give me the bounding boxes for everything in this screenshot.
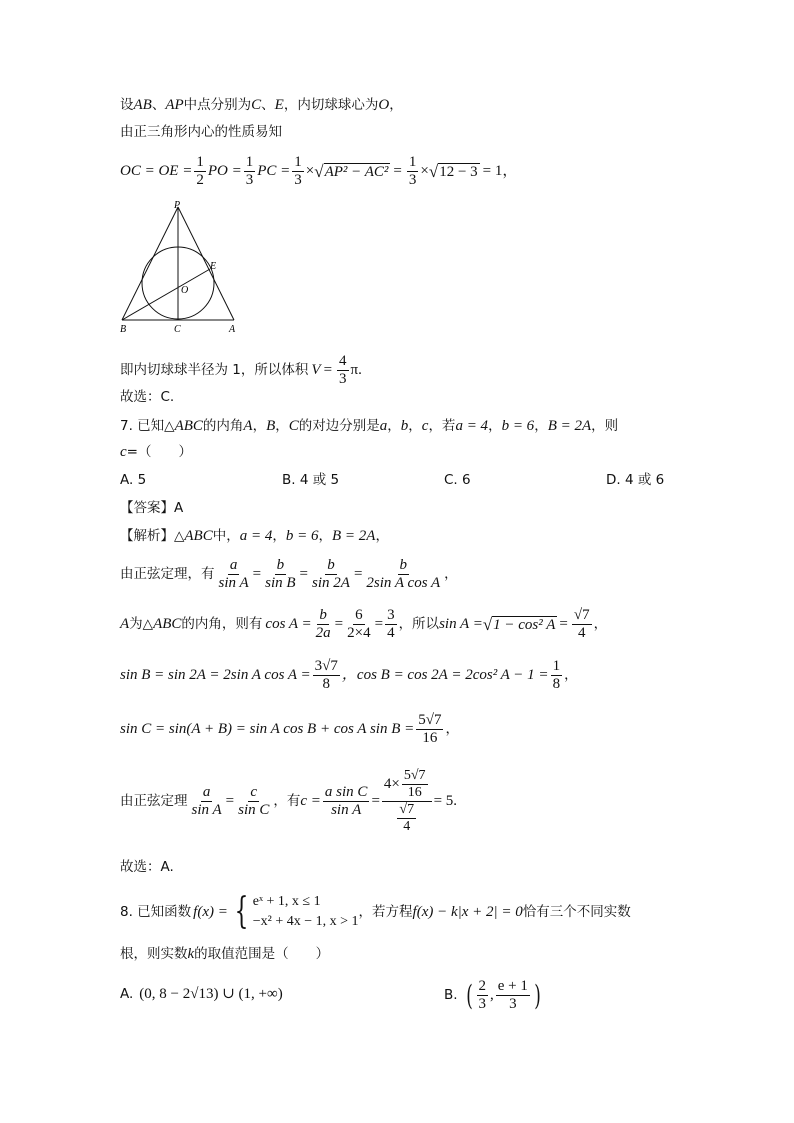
fraction: $\frac{3√7}{8}$ (314, 658, 338, 693)
q7-option-d: D. 4 或 6 (606, 472, 665, 488)
fraction: $\frac{1}{3}$ (245, 154, 254, 189)
sqrt-expression: √ 1 − cos² A (482, 615, 556, 635)
label-C: C (174, 324, 181, 335)
fraction: $\frac{5√7}{16}$ (418, 712, 442, 747)
fraction: $\frac{1}{3}$ (294, 154, 302, 189)
label-P: P (174, 200, 181, 211)
edge-PA (178, 207, 234, 320)
q7-analysis-sin-c: sin C = sin(A + B) = sin A cos B + cos A sin B = $\frac{5√7}{16}$ ， (120, 712, 459, 747)
solution-equation-oc: OC = OE = $\frac{1}{2}$ PO = $\frac{1}{3}$ PC = $\frac{1}{3}$ × √ AP² − AC² = $\frac{1}{3}$ × √ 12 − 3 = 1， (120, 154, 518, 189)
q7-answer-tag: 【答案】A (120, 500, 184, 516)
segment-BE (122, 269, 210, 320)
label-B: B (120, 324, 127, 335)
fraction: $\frac{√7}{4}$ (573, 607, 590, 642)
q7-analysis-sine-law: 由正弦定理，有 $\frac{a}{\text{sin A}}$ = $\frac{b}{\text{sin B}}$ = $\frac{b}{\sin 2A}$ = $\frac{b}{\text{2sin A cos A}}$ ， (120, 557, 458, 592)
solution-volume-line: 即内切球球半径为 1，所以体积 V = $\frac{4}{3}$ π. (120, 353, 362, 388)
q7-option-b: B. 4 或 5 (282, 472, 340, 488)
q7-stem-line-1: 7. 已知△ ABC 的内角 A ， B ， C 的对边分别是 a ， b ， c ，若 a = 4 ， b = 6 ， B = 2A ，则 (120, 417, 619, 434)
label-A: A (229, 324, 236, 335)
fraction: $\frac{a}{\text{sin A}}$ (218, 557, 249, 592)
edge-PB (122, 207, 178, 320)
triangle-incircle-figure (112, 198, 242, 336)
fraction: $\frac{2}{3}$ (478, 978, 486, 1013)
q7-analysis-answer: 故选：A. (120, 859, 174, 875)
fraction: $\frac{1}{3}$ (408, 154, 417, 189)
solution-line-1: 设 AB 、 AP 中点分别为 C 、 E ，内切球球心为 O ， (120, 96, 403, 113)
q7-analysis-cos-a: A 为△ ABC 的内角，则有 cos A = $\frac{b}{2a}$ = $\frac{6}{2\times 4}$ = $\frac{3}{4}$ ，所以 sin A = √ 1 − cos² A = $\frac{√7}{4}$ ， (120, 607, 608, 642)
q8-stem-line-1: 8. 已知函数 f(x) = { eˣ + 1, x ≤ 1 −x² + 4x − 1, x > 1 ，若方程 f(x) − k|x + 2| = 0 恰有三个不同实数 (120, 891, 631, 933)
fraction: $\frac{3}{4}$ (387, 607, 395, 642)
q7-option-c: C. 6 (444, 472, 471, 488)
fraction: $\frac{1}{2}$ (196, 154, 204, 189)
fraction: $\frac{c}{\text{sin C}}$ (238, 783, 270, 819)
fraction: $\frac{b}{2a}$ (315, 607, 331, 642)
compound-fraction: 4× $\frac{5√7}{16}$ $\frac{√7}{4}$ (382, 768, 432, 835)
solution-line-2: 由正三角形内心的性质易知 (120, 124, 282, 140)
sqrt-expression: √ AP² − AC² (314, 162, 389, 182)
fraction: $\frac{b}{\text{2sin A cos A}}$ (366, 557, 441, 592)
q8-option-a: A. (0, 8 − 2√13) ∪ (1, +∞) (120, 985, 283, 1002)
fraction: $\frac{e + 1}{3}$ (497, 978, 528, 1013)
solution-answer: 故选：C. (120, 389, 175, 405)
fraction: $\frac{a}{\text{sin A}}$ (191, 783, 222, 819)
q7-analysis-sin-b: sin B = sin 2A = 2sin A cos A = $\frac{3√7}{8}$ ，cos B = cos 2A = 2cos² A − 1 = $\frac{1}{8}$ ， (120, 658, 578, 693)
label-O: O (181, 285, 189, 296)
q7-analysis-line-1: 【解析】△ ABC 中， a = 4 ， b = 6 ， B = 2A ， (120, 527, 389, 544)
fraction: $\frac{b}{\text{sin B}}$ (265, 557, 296, 592)
q7-option-a: A. 5 (120, 472, 147, 488)
q8-stem-line-2: 根，则实数 k 的取值范围是（ ） (120, 945, 330, 962)
label-E: E (210, 261, 217, 272)
q7-stem-line-2: c =（ ） (120, 443, 192, 460)
piecewise-cases: eˣ + 1, x ≤ 1 −x² + 4x − 1, x > 1 (252, 894, 359, 930)
fraction: $\frac{6}{2\times 4}$ (347, 607, 371, 642)
fraction: $\frac{\text{a sin C}}{\text{sin A}}$ (324, 783, 368, 819)
fraction: $\frac{4}{3}$ (339, 353, 347, 388)
q8-option-b: B. ( $\frac{2}{3}$ , $\frac{e + 1}{3}$ ) (444, 978, 541, 1013)
q7-analysis-solve-c: 由正弦定理 $\frac{a}{\text{sin A}}$ = $\frac{c}{\text{sin C}}$ ，有 c = $\frac{\text{a sin C}}{\text{sin A}}$ = 4× $\frac{5√7}{16}$ $\frac{√7}{4}$ = 5. (120, 768, 458, 835)
fraction: $\frac{b}{\sin 2A}$ (312, 557, 350, 592)
fraction: $\frac{1}{8}$ (552, 658, 561, 693)
sqrt-expression: √ 12 − 3 (428, 162, 478, 182)
